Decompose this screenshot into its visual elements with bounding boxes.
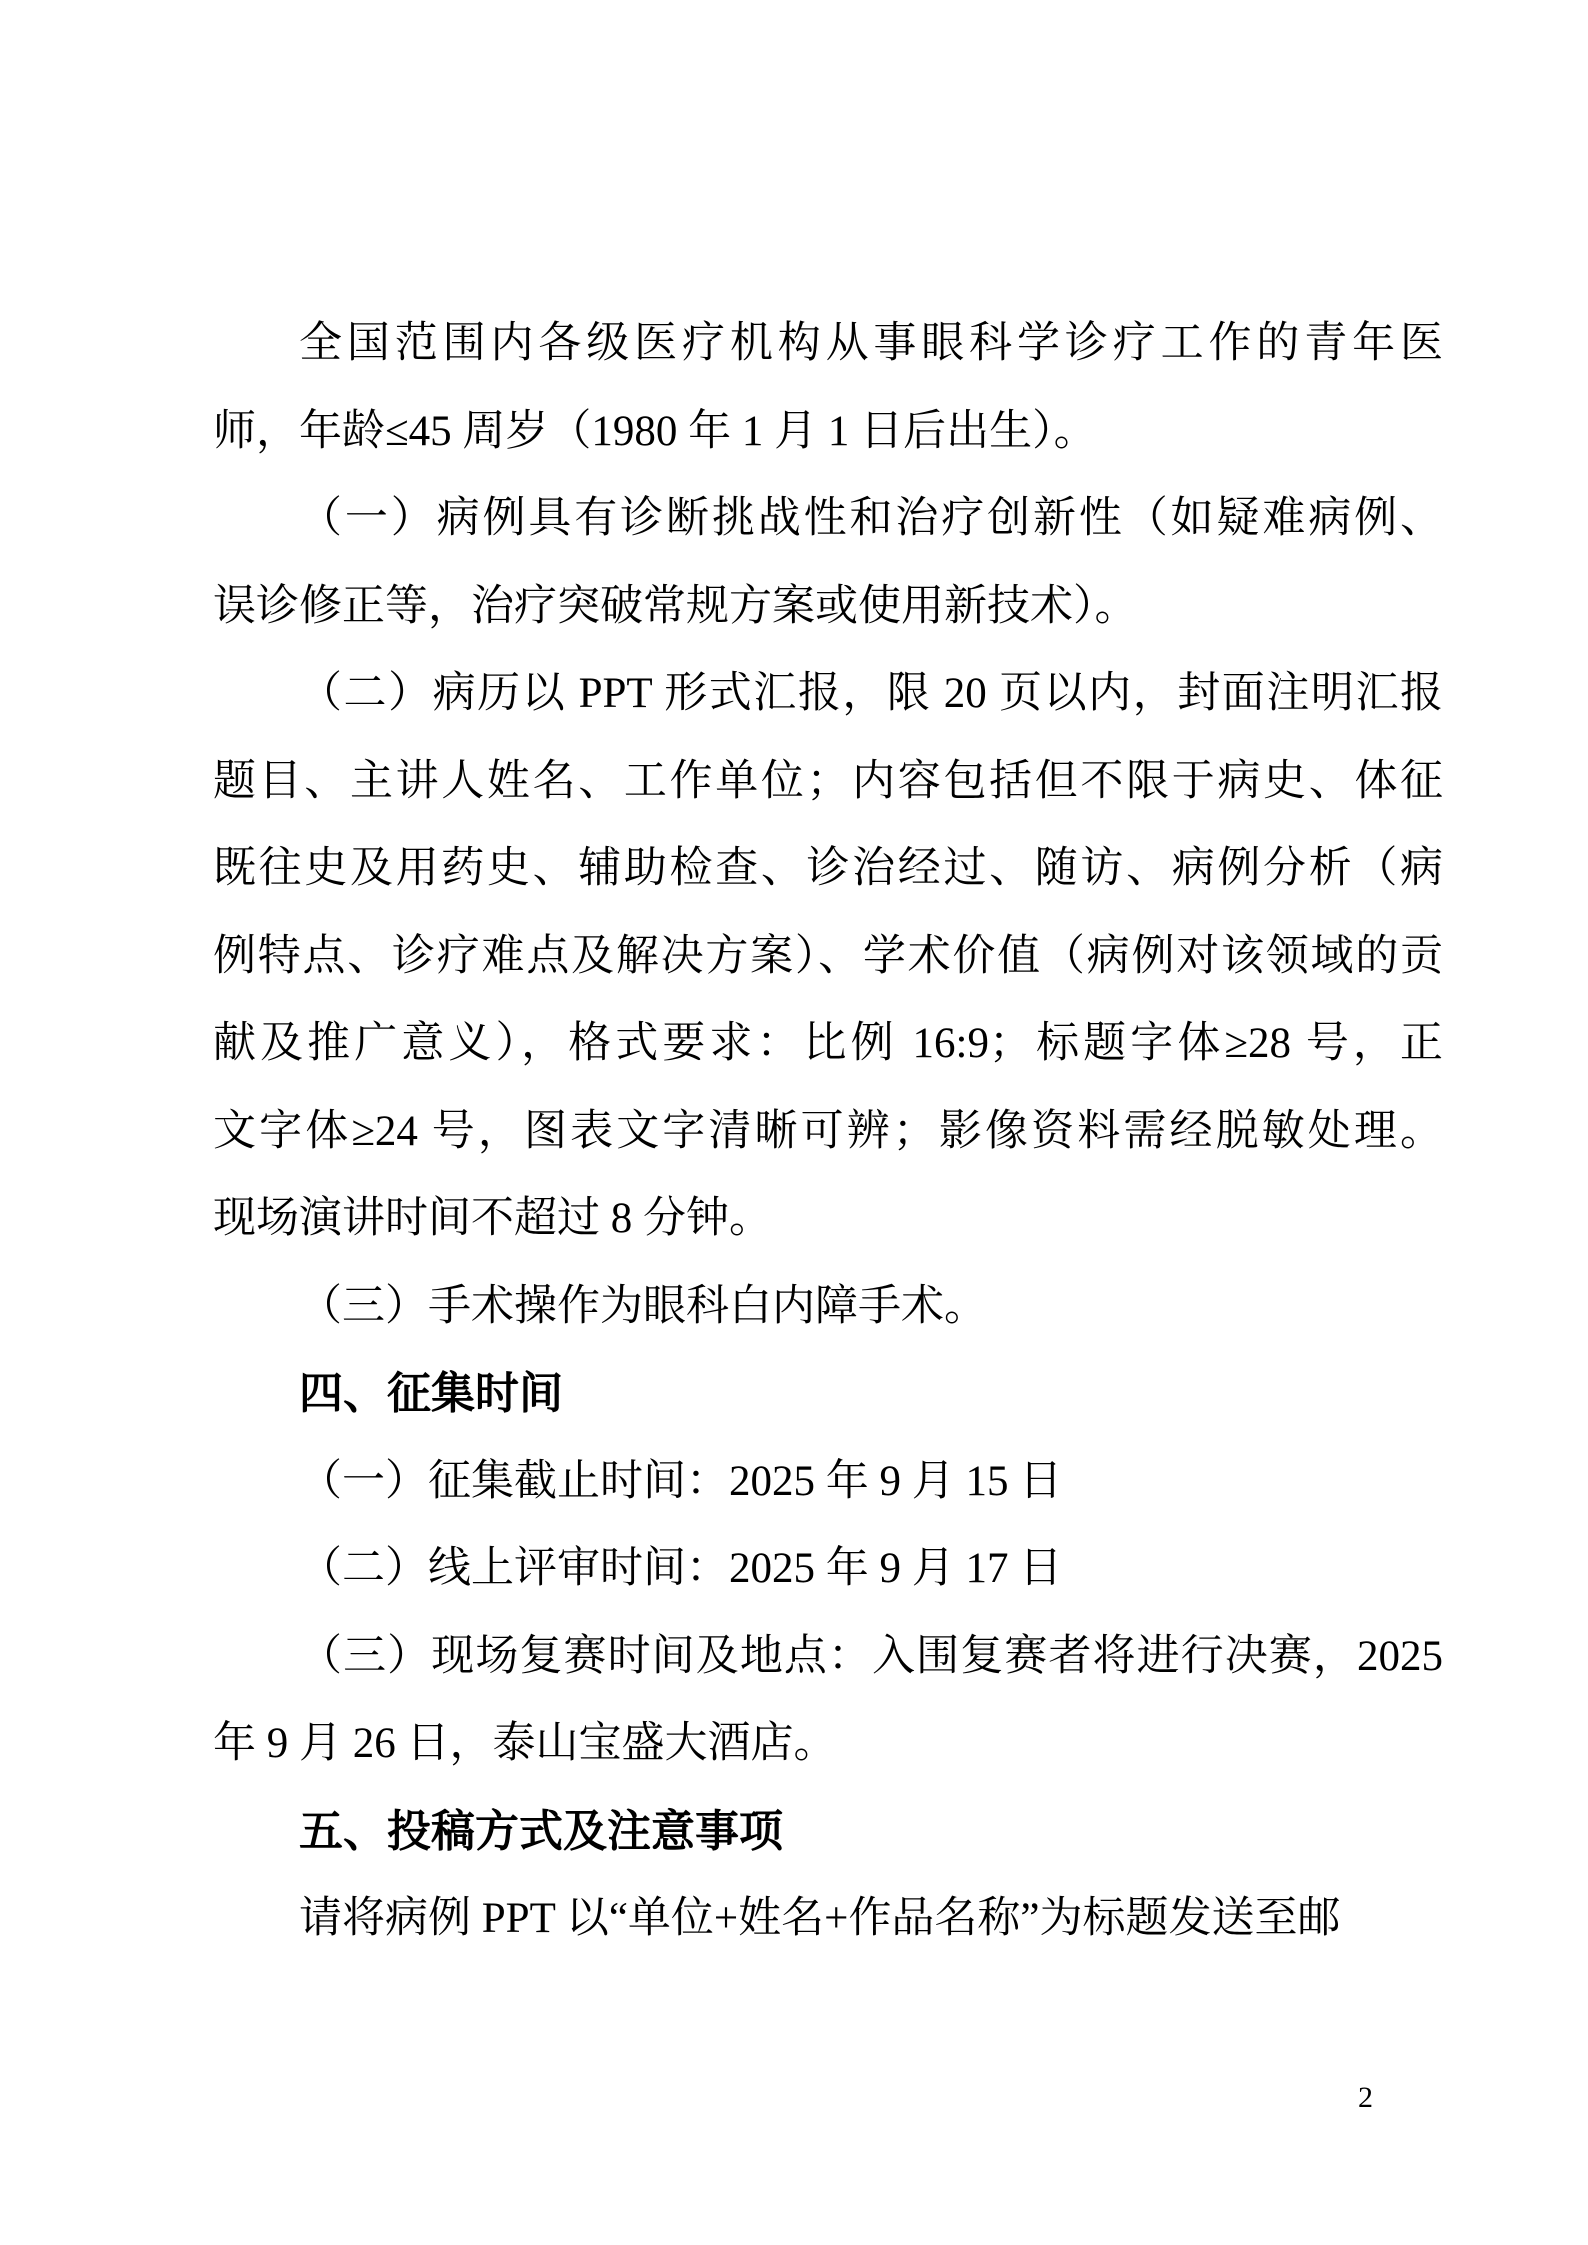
- text-line-requirement-2d: 例特点、诊疗难点及解决方案）、学术价值（病例对该领域的贡: [213, 932, 1443, 980]
- text-line-submission-instruction: 请将病例 PPT 以“单位+姓名+作品名称”为标题发送至邮: [299, 1895, 1341, 1942]
- text-line-deadline: （一）征集截止时间：2025 年 9 月 15 日: [299, 1457, 1063, 1505]
- text-line-requirement-2b: 题目、主讲人姓名、工作单位；内容包括但不限于病史、体征: [213, 757, 1443, 805]
- text-line-eligibility-2: 师，年龄≤45 周岁（1980 年 1 月 1 日后出生）。: [213, 407, 1097, 455]
- text-line-final-round-a: （三）现场复赛时间及地点：入围复赛者将进行决赛，2025: [299, 1632, 1443, 1680]
- page-number: 2: [1358, 2081, 1373, 2114]
- text-line-requirement-2a: （二）病历以 PPT 形式汇报，限 20 页以内，封面注明汇报: [299, 670, 1443, 717]
- text-line-requirement-2e: 献及推广意义），格式要求：比例 16:9；标题字体≥28 号，正: [213, 1020, 1443, 1067]
- text-line-requirement-2g: 现场演讲时间不超过 8 分钟。: [213, 1195, 772, 1242]
- text-line-requirement-2c: 既往史及用药史、辅助检查、诊治经过、随访、病例分析（病: [213, 845, 1443, 892]
- text-line-final-round-b: 年 9 月 26 日，泰山宝盛大酒店。: [213, 1720, 837, 1767]
- section-heading-collection-time: 四、征集时间: [299, 1369, 563, 1418]
- text-line-requirement-3: （三）手术操作为眼科白内障手术。: [299, 1282, 987, 1330]
- section-heading-submission: 五、投稿方式及注意事项: [299, 1806, 783, 1856]
- text-line-requirement-1a: （一）病例具有诊断挑战性和治疗创新性（如疑难病例、: [299, 495, 1443, 542]
- text-line-eligibility-1: 全国范围内各级医疗机构从事眼科学诊疗工作的青年医: [299, 320, 1443, 367]
- document-body-text: [213, 300, 1443, 1963]
- text-line-online-review: （二）线上评审时间：2025 年 9 月 17 日: [299, 1545, 1063, 1592]
- text-line-requirement-2f: 文字体≥24 号，图表文字清晰可辨；影像资料需经脱敏处理。: [213, 1107, 1443, 1155]
- text-line-requirement-1b: 误诊修正等，治疗突破常规方案或使用新技术）。: [213, 582, 1138, 630]
